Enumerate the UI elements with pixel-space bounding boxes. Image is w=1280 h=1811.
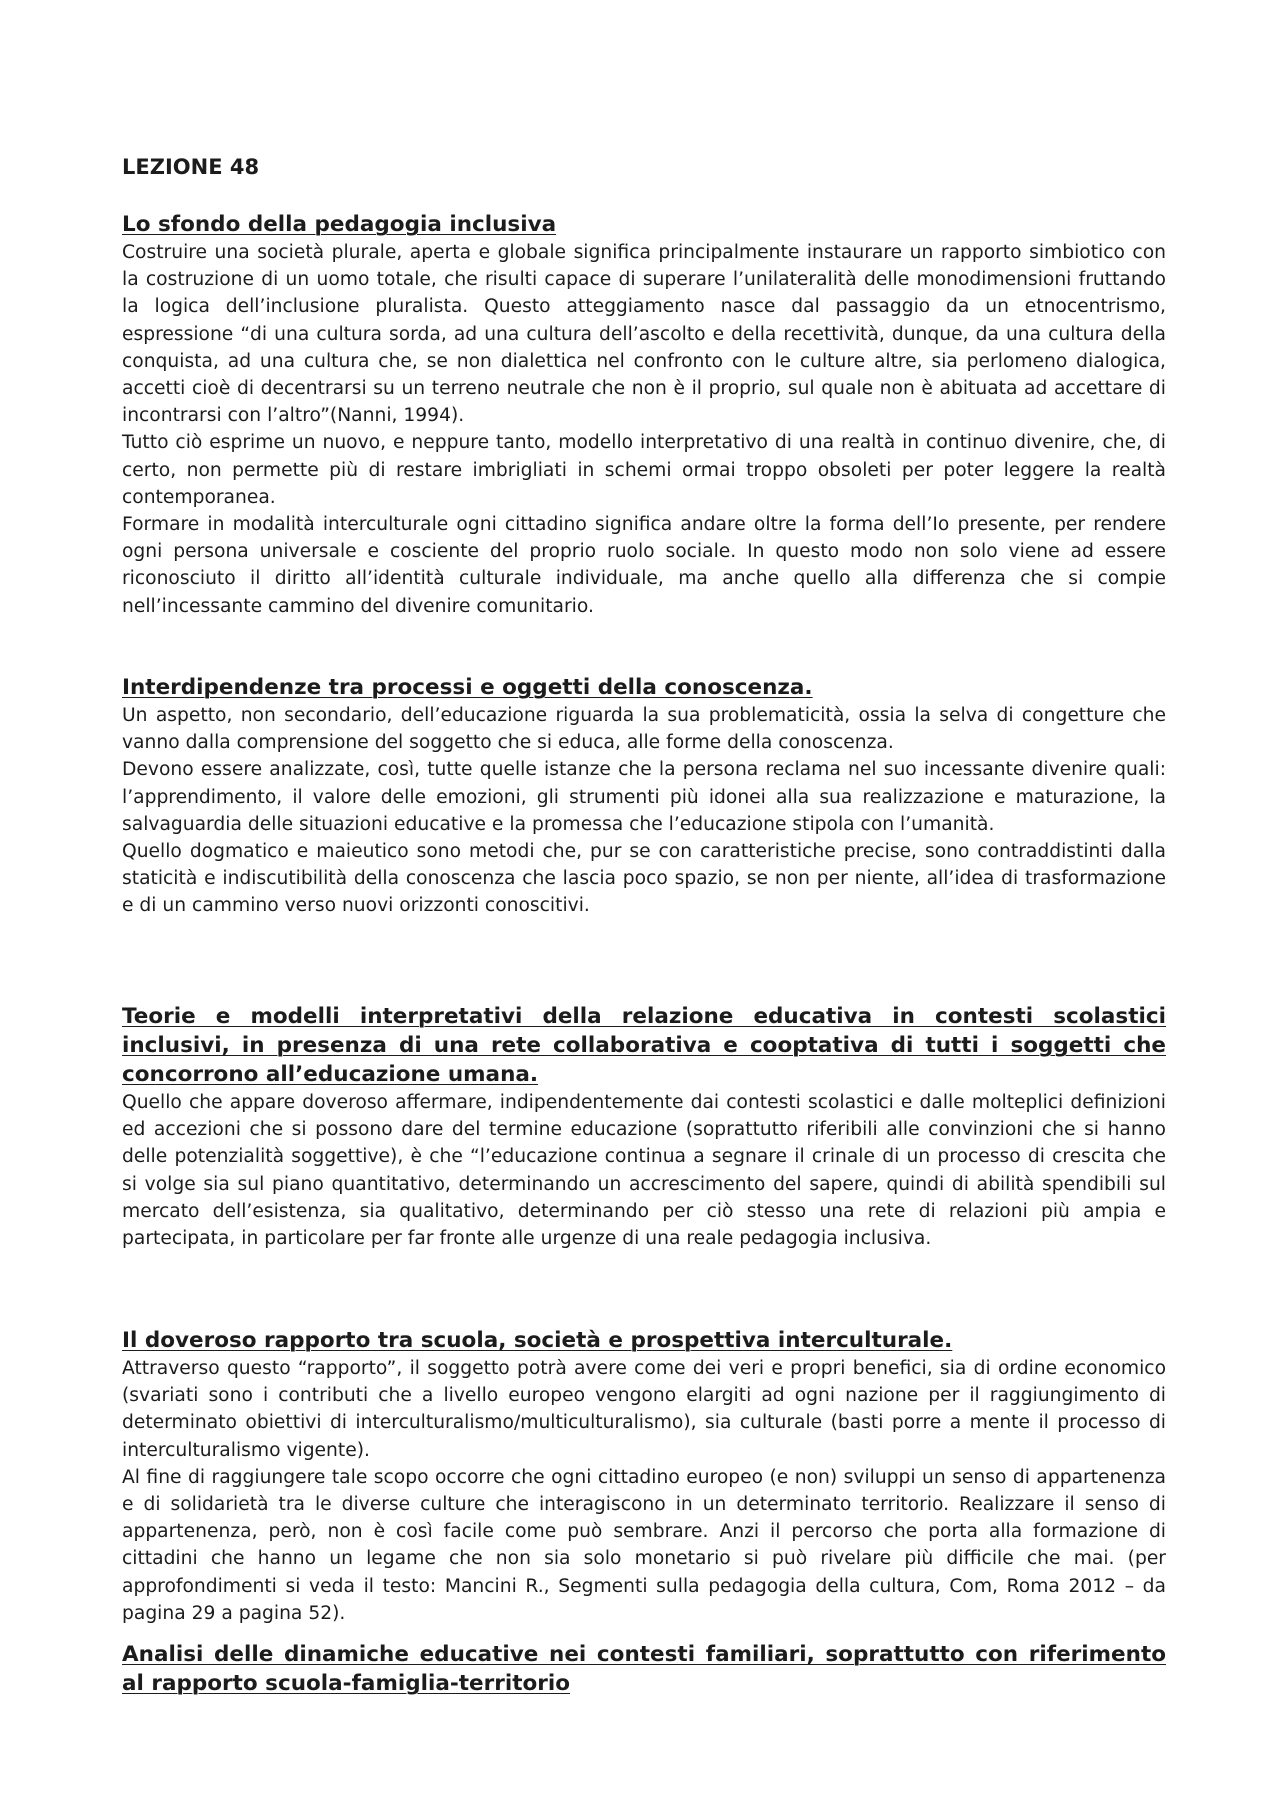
paragraph: Costruire una società plurale, aperta e globale significa principalmente instaurare un rapporto simbiotico con la costruzione di un uomo totale, che risulti capace di superare l’unilateralità delle monodimensioni fruttando la logica dell’inclusione pluralista. Questo atteggiamento nasce dal passaggio da un etnocentrismo, espressione “di una cultura sorda, ad una cultura dell’ascolto e della recettività, dunque, da una cultura della conquista, ad una cultura che, se non dialettica nel confronto con le culture altre, sia perlomeno dialogica, accetti cioè di decentrarsi su un terreno neutrale che non è il proprio, sul quale non è abituata ad accettare di incontrarsi con l’altro”(Nanni, 1994).	[122, 242, 1166, 427]
paragraph: Formare in modalità interculturale ogni cittadino significa andare oltre la forma dell’Io presente, per rendere ogni persona universale e cosciente del proprio ruolo sociale. In questo modo non solo viene ad essere riconosciuto il diritto all’identità culturale individuale, ma anche quello alla differenza che si compie nell’incessante cammino del divenire comunitario.	[122, 514, 1166, 617]
section-heading: Interdipendenze tra processi e oggetti della conoscenza.	[122, 675, 813, 700]
section-rapporto-scuola-societa	[122, 1326, 1166, 1627]
section-heading: Teorie e modelli interpretativi della relazione educativa in contesti scolastici inclusivi, in presenza di una rete collaborativa e cooptativa di tutti i soggetti che concorrono all’educazione umana.	[122, 1004, 1166, 1087]
section-interdipendenze	[122, 673, 1166, 920]
section-pedagogia-inclusiva	[122, 210, 1166, 620]
paragraph: Devono essere analizzate, così, tutte quelle istanze che la persona reclama nel suo incessante divenire quali: l’apprendimento, il valore delle emozioni, gli strumenti più idonei alla sua realizzazione e maturazione, la salvaguardia delle situazioni educative e la promessa che l’educazione stipola con l’umanità.	[122, 759, 1166, 835]
lesson-title: LEZIONE 48	[122, 155, 260, 179]
section-heading: Lo sfondo della pedagogia inclusiva	[122, 212, 557, 237]
section-teorie-modelli	[122, 1002, 1166, 1252]
section-heading: Il doveroso rapporto tra scuola, società e prospettiva interculturale.	[122, 1328, 953, 1353]
paragraph: Quello dogmatico e maieutico sono metodi che, pur se con caratteristiche precise, sono contraddistinti dalla staticità e indiscutibilità della conoscenza che lascia poco spazio, se non per niente, all’idea di trasformazione e di un cammino verso nuovi orizzonti conoscitivi.	[122, 841, 1166, 917]
paragraph: Quello che appare doveroso affermare, indipendentemente dai contesti scolastici e dalle molteplici definizioni ed accezioni che si possono dare del termine educazione (soprattutto riferibili alle convinzioni che si hanno delle potenzialità soggettive), è che “l’educazione continua a segnare il crinale di un processo di crescita che si volge sia sul piano quantitativo, determinando un accrescimento del sapere, quindi di abilità spendibili sul mercato dell’esistenza, sia qualitativo, determinando per ciò stesso una rete di relazioni più ampia e partecipata, in particolare per far fronte alle urgenze di una reale pedagogia inclusiva.	[122, 1092, 1166, 1250]
paragraph: Un aspetto, non secondario, dell’educazione riguarda la sua problematicità, ossia la selva di congetture che vanno dalla comprensione del soggetto che si educa, alle forme della conoscenza.	[122, 705, 1166, 754]
section-heading: Analisi delle dinamiche educative nei contesti familiari, soprattutto con riferimento al rapporto scuola-famiglia-territorio	[122, 1642, 1166, 1696]
paragraph: Tutto ciò esprime un nuovo, e neppure tanto, modello interpretativo di una realtà in continuo divenire, che, di certo, non permette più di restare imbrigliati in schemi ormai troppo obsoleti per poter leggere la realtà contemporanea.	[122, 432, 1166, 508]
paragraph: Attraverso questo “rapporto”, il soggetto potrà avere come dei veri e propri benefici, sia di ordine economico (svariati sono i contributi che a livello europeo vengono elargiti ad ogni nazione per il raggiungimento di determinato obiettivi di interculturalismo/multiculturalismo), sia culturale (basti porre a mente il processo di interculturalismo vigente).	[122, 1358, 1166, 1461]
section-dinamiche-familiari	[122, 1640, 1166, 1698]
paragraph: Al fine di raggiungere tale scopo occorre che ogni cittadino europeo (e non) sviluppi un senso di appartenenza e di solidarietà tra le diverse culture che interagiscono in un determinato territorio. Realizzare il senso di appartenenza, però, non è così facile come può sembrare. Anzi il percorso che porta alla formazione di cittadini che hanno un legame che non sia solo monetario si può rivelare più difficile che mai. (per approfondimenti si veda il testo: Mancini R., Segmenti sulla pedagogia della cultura, Com, Roma 2012 – da pagina 29 a pagina 52).	[122, 1466, 1166, 1624]
